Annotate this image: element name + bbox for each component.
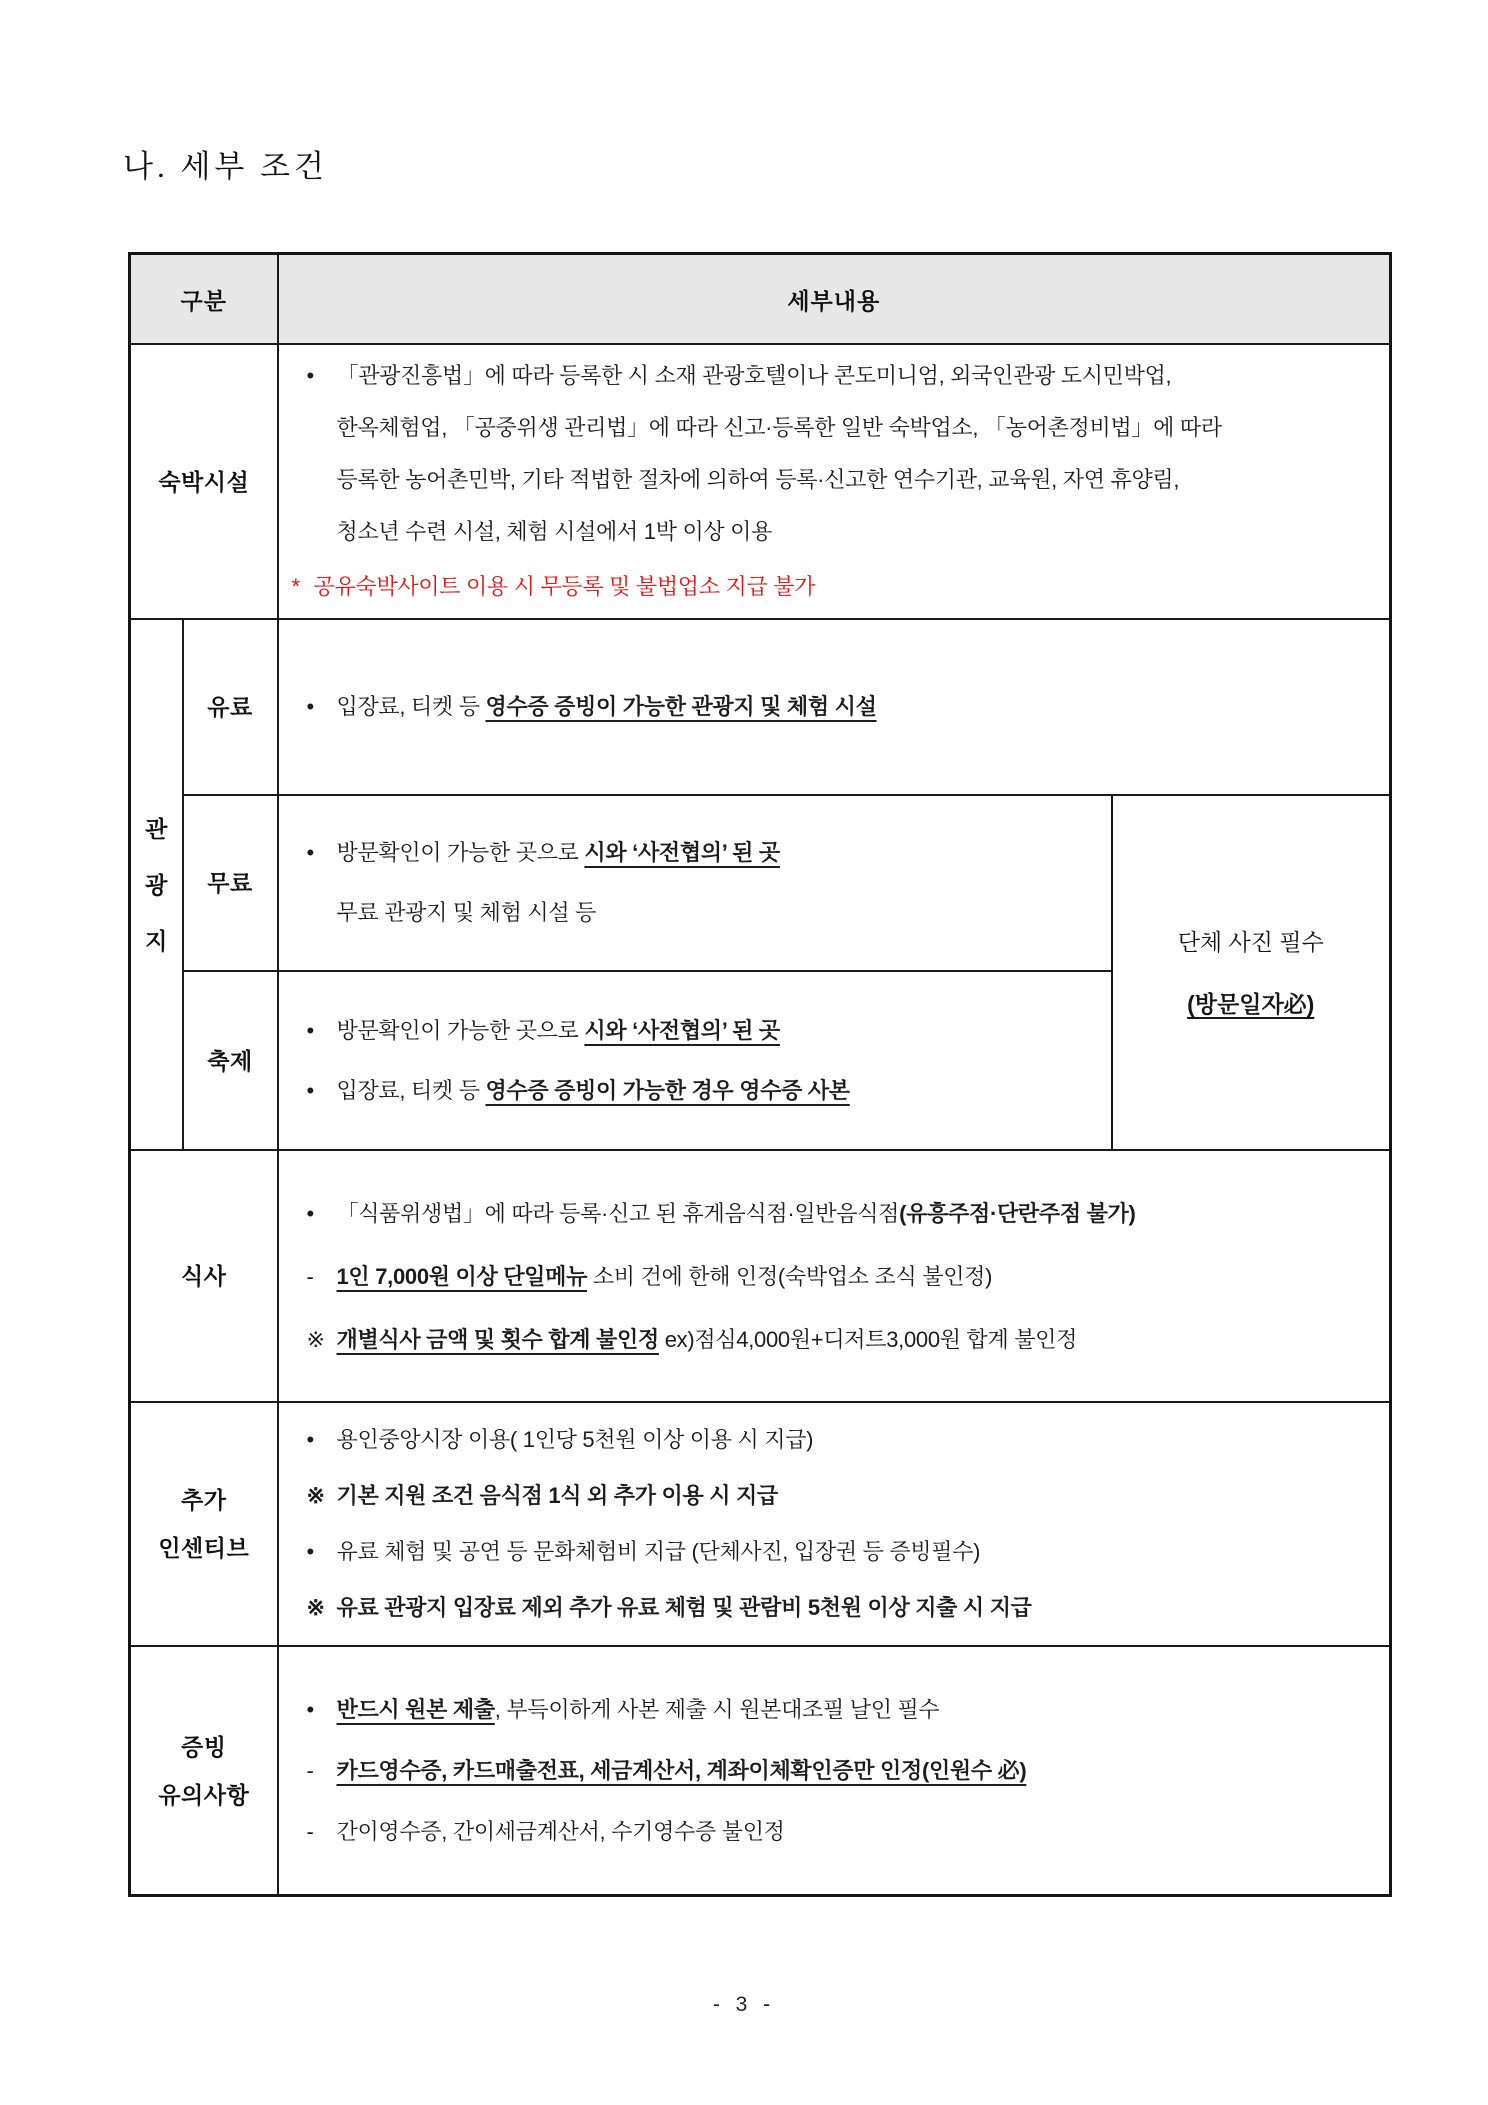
bullet-glyph: • xyxy=(306,1017,314,1043)
bullet-glyph: • xyxy=(306,1539,314,1564)
text-line xyxy=(337,883,1105,943)
bullet-glyph: • xyxy=(306,840,314,865)
text-line xyxy=(306,1801,1384,1862)
row-label-paid: 유료 xyxy=(183,619,278,795)
text-line xyxy=(306,1001,1105,1061)
details-table xyxy=(128,252,1392,1897)
text-line xyxy=(306,1308,1384,1371)
row-label-free: 무료 xyxy=(183,795,278,971)
reference-mark-glyph: ※ xyxy=(306,1326,325,1352)
text-segment: 소비 건에 한해 인정(숙박업소 조식 불인정) xyxy=(587,1263,993,1289)
row-label-festival: 축제 xyxy=(183,971,278,1150)
text-segment: 용인중앙시장 이용( 1인당 5천원 이상 이용 시 지급) xyxy=(336,1427,814,1452)
group-photo-note-cell xyxy=(1112,795,1391,1150)
text-segment: 방문확인이 가능한 곳으로 xyxy=(336,1017,585,1043)
text-segment: ex)점심4,000원+디저트3,000원 합계 불인정 xyxy=(658,1326,1078,1352)
row-label-attraction-group xyxy=(130,619,183,1150)
label-line: 인센티브 xyxy=(158,1535,250,1561)
text-line xyxy=(306,1468,1384,1524)
text-line xyxy=(306,1740,1384,1801)
header-cell-category: 구분 xyxy=(130,254,278,345)
text-segment: 「관광진흥법」에 따라 등록한 시 소재 관광호텔이나 콘도미니엄, 외국인관광 도시민박업, xyxy=(336,363,1172,388)
bold-text: (유흥주점·단란주점 불가) xyxy=(899,1200,1136,1226)
row-incentive xyxy=(130,1402,1391,1646)
page-title: 나. 세부 조건 xyxy=(123,149,328,184)
label-line: 유의사항 xyxy=(158,1781,250,1808)
free-details-cell xyxy=(278,795,1112,971)
text-segment: 한옥체험업, 「공중위생 관리법」에 따라 신고·등록한 일반 숙박업소, 「농어촌정비법」에 따라 xyxy=(336,415,1222,440)
text-segment: 간이영수증, 간이세금계산서, 수기영수증 불인정 xyxy=(336,1819,785,1844)
reference-mark-glyph: ※ xyxy=(306,1483,325,1508)
text-line xyxy=(306,1412,1384,1468)
festival-details-cell xyxy=(278,971,1112,1150)
incentive-details-cell xyxy=(278,1402,1391,1646)
header-cell-details: 세부내용 xyxy=(278,254,1391,345)
row-label-lodging: 숙박시설 xyxy=(130,344,278,619)
table-header-row xyxy=(130,254,1391,345)
text-line xyxy=(306,681,1384,733)
emphasized-text: 시와 ‘사전협의’ 된 곳 xyxy=(584,1017,780,1043)
vertical-label: 관광지 xyxy=(145,815,168,954)
emphasized-text: 카드영수증, 카드매출전표, 세금계산서, 계좌이체확인증만 인정(인원수 必) xyxy=(336,1758,1027,1783)
dash-glyph: - xyxy=(306,1819,314,1844)
text-segment: 방문확인이 가능한 곳으로 xyxy=(336,840,585,865)
row-label-incentive xyxy=(130,1402,278,1646)
emphasized-text: 반드시 원본 제출 xyxy=(336,1697,495,1722)
text-line: 단체 사진 필수 xyxy=(1177,928,1324,955)
asterisk-glyph: * xyxy=(291,574,300,599)
label-line: 추가 xyxy=(181,1487,227,1513)
lodging-details-cell xyxy=(278,344,1391,619)
row-label-meal: 식사 xyxy=(130,1150,278,1402)
meal-details-cell xyxy=(278,1150,1391,1402)
text-line xyxy=(306,1061,1105,1121)
emphasized-text: 개별식사 금액 및 횟수 합계 불인정 xyxy=(336,1326,659,1352)
row-label-evidence xyxy=(130,1646,278,1896)
text-line xyxy=(306,350,1384,402)
text-line xyxy=(306,1245,1384,1308)
bullet-glyph: • xyxy=(306,1200,314,1226)
text-segment: 청소년 수련 시설, 체험 시설에서 1박 이상 이용 xyxy=(336,519,773,544)
row-meal xyxy=(130,1150,1391,1402)
text-line xyxy=(306,1679,1384,1740)
text-segment: , 부득이하게 사본 제출 시 원본대조필 날인 필수 xyxy=(494,1697,940,1722)
row-evidence xyxy=(130,1646,1391,1896)
text-line xyxy=(337,402,1384,454)
row-attraction-free xyxy=(130,795,1391,971)
text-segment: 무료 관광지 및 체험 시설 등 xyxy=(336,900,597,925)
text-segment: 유료 체험 및 공연 등 문화체험비 지급 (단체사진, 입장권 등 증빙필수) xyxy=(336,1539,981,1564)
red-warning-line xyxy=(292,561,1384,613)
emphasized-text: (방문일자必) xyxy=(1187,990,1315,1017)
text-line xyxy=(306,1524,1384,1580)
emphasized-text: 시와 ‘사전협의’ 된 곳 xyxy=(584,840,780,865)
emphasized-text: 영수증 증빙이 가능한 경우 영수증 사본 xyxy=(485,1077,850,1103)
dash-glyph: - xyxy=(306,1758,314,1783)
bullet-glyph: • xyxy=(306,694,314,719)
row-attraction-paid xyxy=(130,619,1391,795)
text-line xyxy=(337,454,1384,506)
label-line: 증빙 xyxy=(181,1733,227,1760)
emphasized-text: 영수증 증빙이 가능한 관광지 및 체험 시설 xyxy=(485,694,877,719)
emphasized-text: 1인 7,000원 이상 단일메뉴 xyxy=(336,1263,588,1289)
text-segment: 입장료, 티켓 등 xyxy=(336,1077,486,1103)
bullet-glyph: • xyxy=(306,363,314,388)
reference-mark-glyph: ※ xyxy=(306,1595,325,1620)
bullet-glyph: • xyxy=(306,1427,314,1452)
text-line xyxy=(306,1182,1384,1245)
text-segment: 공유숙박사이트 이용 시 무등록 및 불법업소 지급 불가 xyxy=(313,574,816,599)
text-segment: 등록한 농어촌민박, 기타 적법한 절차에 의하여 등록·신고한 연수기관, 교육원, 자연 휴양림, xyxy=(336,467,1180,492)
row-lodging xyxy=(130,344,1391,619)
bold-text: 유료 관광지 입장료 제외 추가 유료 체험 및 관람비 5천원 이상 지출 시 지급 xyxy=(336,1595,1032,1620)
paid-details-cell xyxy=(278,619,1391,795)
dash-glyph: - xyxy=(306,1263,314,1289)
page-number: - 3 - xyxy=(712,1993,776,2016)
bold-text: 기본 지원 조건 음식점 1식 외 추가 이용 시 지급 xyxy=(336,1483,778,1508)
evidence-details-cell xyxy=(278,1646,1391,1896)
text-line xyxy=(306,1580,1384,1636)
bullet-glyph: • xyxy=(306,1077,314,1103)
text-segment: 「식품위생법」에 따라 등록·신고 된 휴게음식점·일반음식점 xyxy=(336,1200,900,1226)
text-line xyxy=(306,823,1105,883)
text-segment: 입장료, 티켓 등 xyxy=(336,694,486,719)
bullet-glyph: • xyxy=(306,1697,314,1722)
text-line xyxy=(337,506,1384,558)
